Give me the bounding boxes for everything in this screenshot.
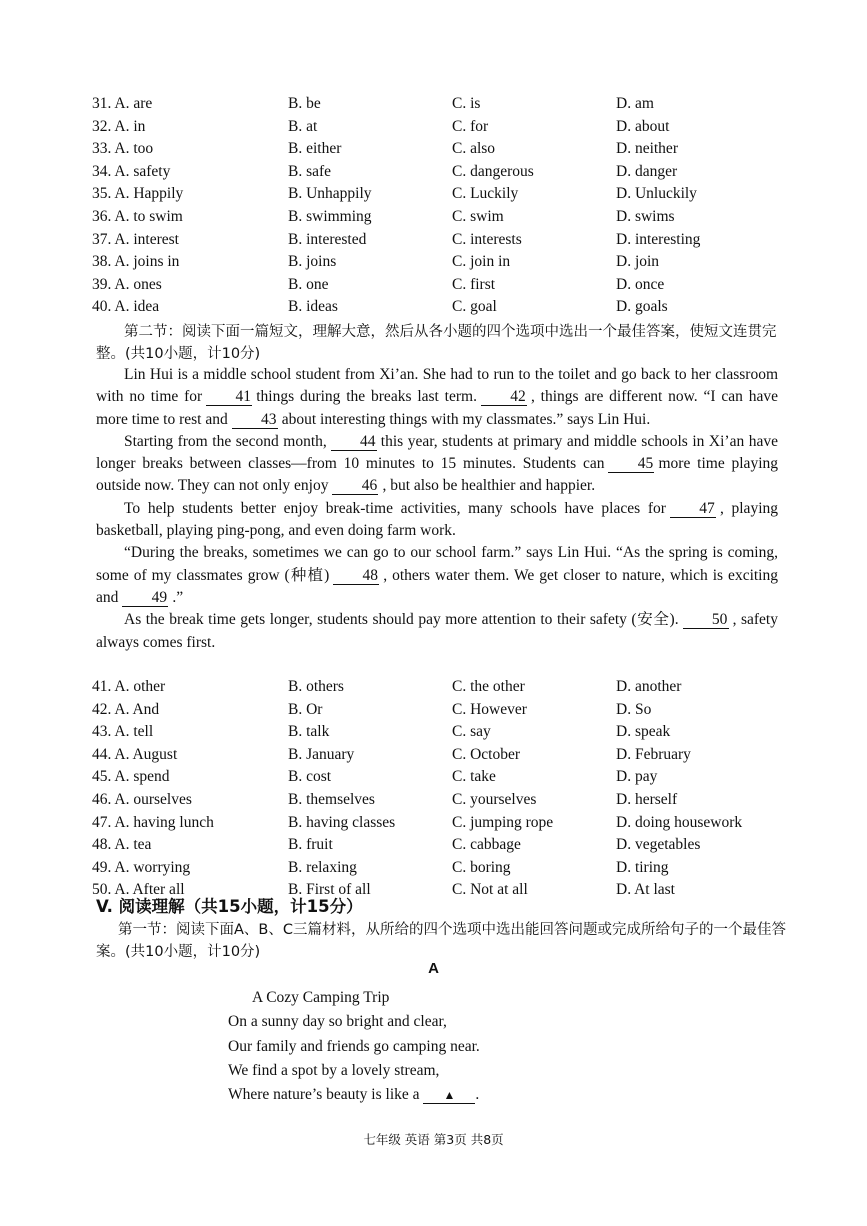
passage-paragraph-2: Starting from the second month, 44 this year, students at primary and middle schools in Xi’an have longer breaks between classes—from 10 minutes to 15 minutes. Students can 45 more time playing outside now. They can not only enjoy 46 , but also be healthier and happier. [96,432,778,495]
cloze-passage [96,364,778,654]
passage-paragraph-5: As the break time gets longer, students should pay more attention to their safety (安全). 50 , safety always comes first. [96,611,778,651]
triangle-blank-icon: ▲ [423,1088,475,1104]
passage-paragraph-1: Lin Hui is a middle school student from Xi’an. She had to run to the toilet and go back to her classroom with no time for 41 things during the breaks last term. 42 , things are different now. “I can have more time to rest and 43 about interesting things with my classmates.” says Lin Hui. [96,366,778,428]
blank-44: 44 [331,433,377,451]
section-v-heading: V. 阅读理解（共15小题，计15分） [96,897,363,916]
option-row: 46. A. ourselves B. themselves C. yourselves D. herself [92,790,678,808]
option-row: 44. A. August B. January C. October D. February [92,745,691,763]
blank-45: 45 [608,455,654,473]
poem-line: On a sunny day so bright and clear, [228,1013,447,1031]
option-row: 50. A. After all B. First of all C. Not at all D. At last [92,881,675,899]
option-row: 43. A. tell B. talk C. say D. speak [92,723,671,741]
poem [228,986,480,1107]
option-row: 40. A. idea B. ideas C. goal D. goals [92,298,668,316]
blank-48: 48 [333,567,379,585]
page-footer: 七年级 英语 第3页 共8页 [363,1132,504,1147]
option-row: 42. A. And B. Or C. However D. So [92,700,652,718]
options-31-40 [92,93,812,319]
blank-49: 49 [122,589,168,607]
option-row: 47. A. having lunch B. having classes C. jumping rope D. doing housework [92,813,743,831]
section2-instructions: 第二节：阅读下面一篇短文，理解大意，然后从各小题的四个选项中选出一个最佳答案，使短文连贯完整。(共10小题，计10分) [96,324,777,362]
poem-title: A Cozy Camping Trip [252,989,390,1006]
blank-43: 43 [232,411,278,429]
option-row: 36. A. to swim B. swimming C. swim D. swims [92,207,675,225]
blank-47: 47 [670,500,716,518]
option-row: 38. A. joins in B. joins C. join in D. join [92,253,660,271]
option-row: 32. A. in B. at C. for D. about [92,117,670,135]
poem-line: We find a spot by a lovely stream, [228,1061,440,1079]
option-row: 49. A. worrying B. relaxing C. boring D. tiring [92,858,669,876]
option-row: 45. A. spend B. cost C. take D. pay [92,768,658,786]
blank-46: 46 [332,477,378,495]
option-row: 33. A. too B. either C. also D. neither [92,140,678,158]
passage-label-a: A [428,960,439,977]
option-row: 31. A. are B. be C. is D. am [92,95,654,112]
blank-50: 50 [683,611,729,629]
option-row: 48. A. tea B. fruit C. cabbage D. vegetables [92,836,701,854]
poem-line: Our family and friends go camping near. [228,1037,480,1055]
section-v-instructions: 第一节：阅读下面A、B、C三篇材料，从所给的四个选项中选出能回答问题或完成所给句子的一个最佳答案。(共10小题，计10分) [96,922,786,960]
blank-42: 42 [481,388,527,406]
options-41-50 [92,676,812,902]
option-row: 35. A. Happily B. Unhappily C. Luckily D. Unluckily [92,185,697,203]
option-row: 37. A. interest B. interested C. interests D. interesting [92,230,701,248]
option-row: 39. A. ones B. one C. first D. once [92,275,665,293]
option-row: 34. A. safety B. safe C. dangerous D. danger [92,162,678,180]
poem-line: Where nature’s beauty is like a ▲ . [228,1086,480,1104]
passage-paragraph-4: “During the breaks, sometimes we can go to our school farm.” says Lin Hui. “As the spring is coming, some of my classmates grow (种植) 48 , others water them. We get closer to nature, which is exciting and 49 .” [96,544,778,606]
passage-paragraph-3: To help students better enjoy break-time activities, many schools have places for 47 , playing basketball, playing ping-pong, and even doing farm work. [96,499,778,540]
option-row: 41. A. other B. others C. the other D. another [92,678,682,695]
blank-41: 41 [206,388,252,406]
